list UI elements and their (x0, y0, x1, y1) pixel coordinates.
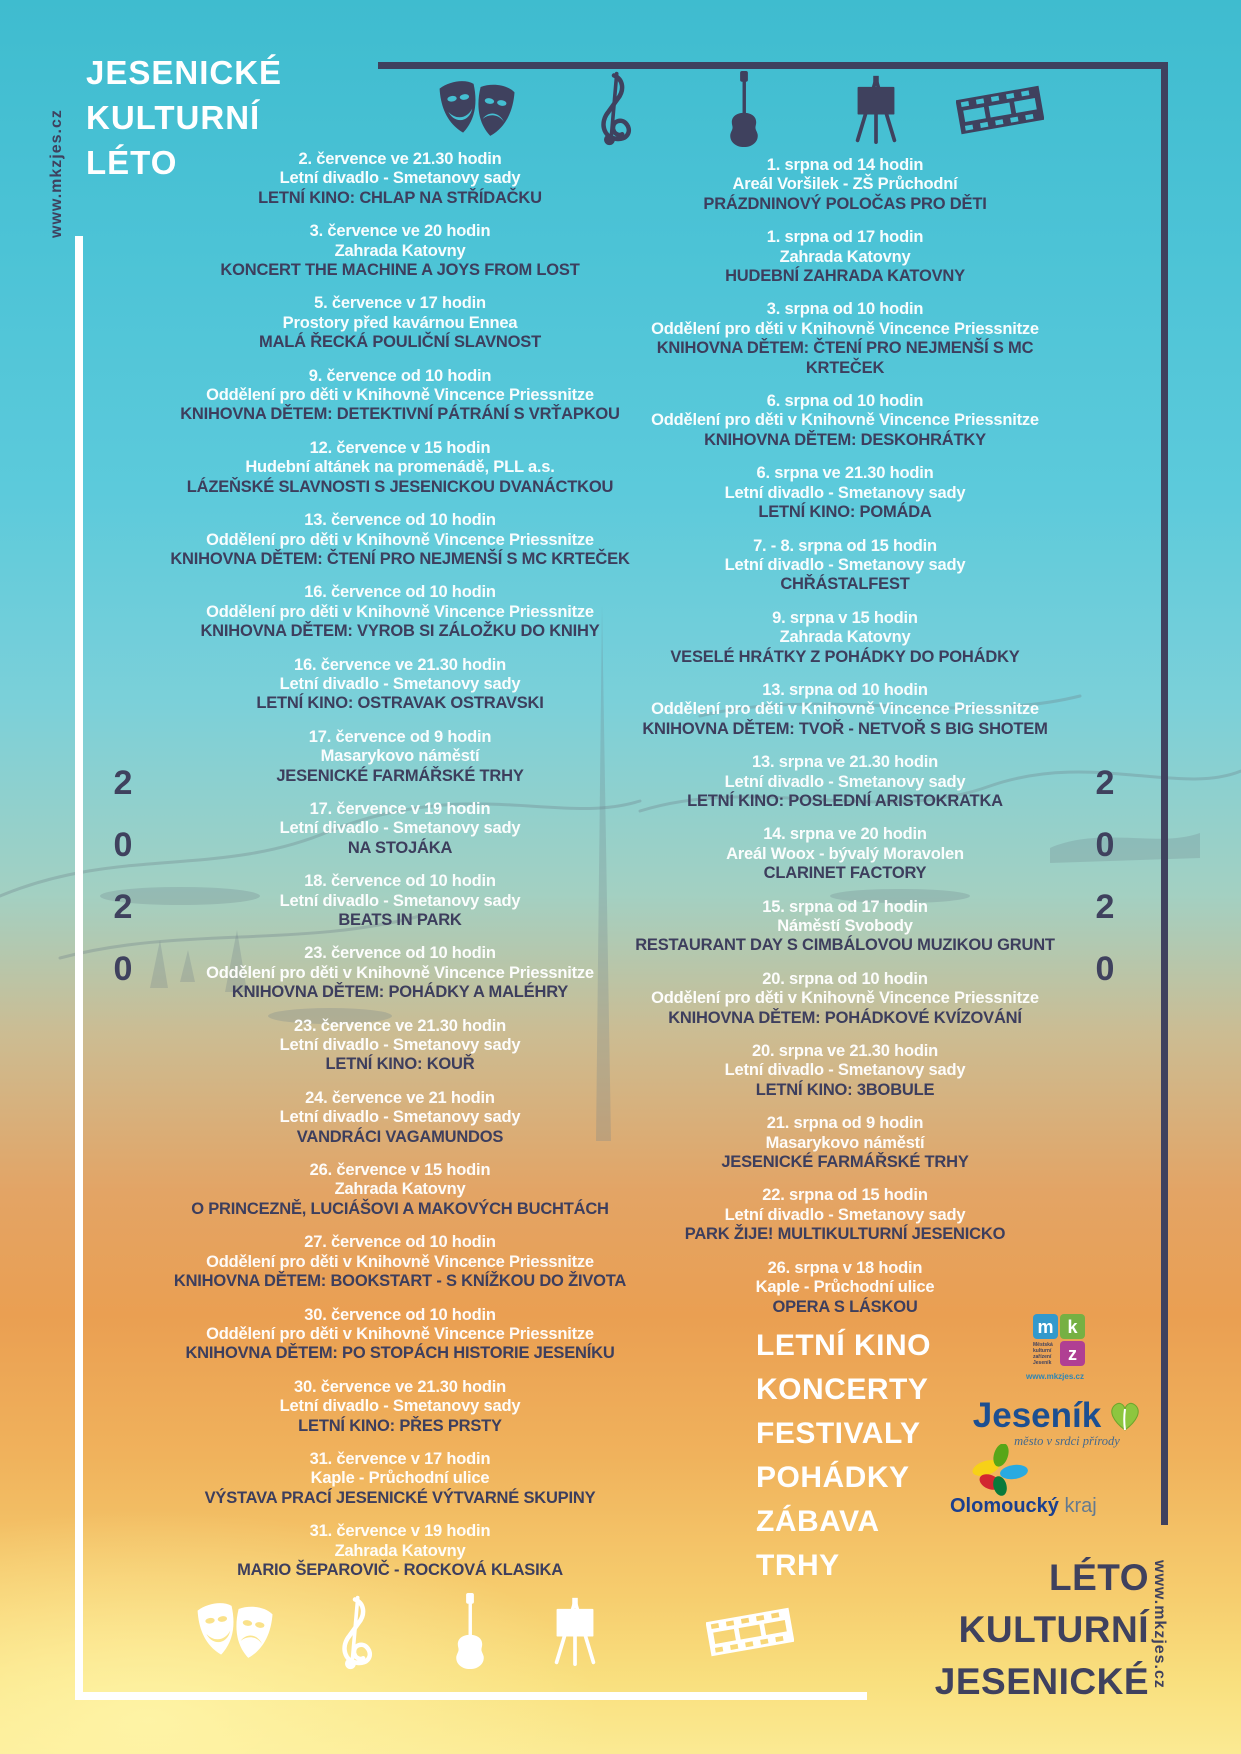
event-item (635, 898, 1055, 956)
event-item (635, 156, 1055, 214)
event-date: 23. července od 10 hodin (304, 944, 496, 963)
event-item (160, 1233, 640, 1291)
year-digit: 0 (113, 950, 133, 988)
theater-masks-icon (438, 78, 516, 144)
footer-title-line-2: KULTURNÍ (958, 1609, 1149, 1650)
easel-icon (547, 1596, 603, 1666)
mkz-letter-z: z (1060, 1341, 1085, 1366)
event-venue: Areál Voršilek - ZŠ Průchodní (732, 175, 958, 194)
event-date: 7. - 8. srpna od 15 hodin (753, 536, 937, 555)
event-venue: Letní divadlo - Smetanovy sady (279, 169, 521, 188)
event-venue: Areál Woox - bývalý Moravolen (726, 844, 964, 863)
year-vertical-right (1085, 752, 1125, 1000)
easel-icon (848, 74, 904, 144)
event-venue: Oddělení pro děti v Knihovně Vincence Priessnitze (651, 319, 1039, 338)
event-date: 20. srpna od 10 hodin (762, 969, 928, 988)
event-date: 6. srpna ve 21.30 hodin (756, 464, 934, 483)
event-title: VÝSTAVA PRACÍ JESENICKÉ VÝTVARNÉ SKUPINY (204, 1488, 596, 1507)
event-date: 3. července ve 20 hodin (309, 222, 491, 241)
guitar-icon (452, 1592, 488, 1670)
event-title: KNIHOVNA DĚTEM: DESKOHRÁTKY (704, 430, 986, 449)
event-venue: Masarykovo náměstí (320, 747, 480, 766)
event-title: KNIHOVNA DĚTEM: ČTENÍ PRO NEJMENŠÍ S MC KRTEČEK (656, 339, 1034, 377)
footer-title (935, 1552, 1149, 1708)
event-date: 17. července od 9 hodin (308, 727, 492, 746)
event-title: KNIHOVNA DĚTEM: POHÁDKY A MALÉHRY (231, 983, 569, 1002)
event-item (160, 1378, 640, 1436)
event-title: PRÁZDNINOVÝ POLOČAS PRO DĚTI (703, 194, 987, 213)
event-title: O PRINCEZNĚ, LUCIÁŠOVI A MAKOVÝCH BUCHTÁCH (191, 1199, 609, 1218)
event-date: 6. srpna od 10 hodin (766, 392, 924, 411)
event-date: 16. července ve 21.30 hodin (294, 655, 506, 674)
event-item (160, 583, 640, 641)
event-venue: Oddělení pro děti v Knihovně Vincence Priessnitze (651, 700, 1039, 719)
event-item (635, 681, 1055, 739)
event-date: 3. srpna od 10 hodin (766, 300, 924, 319)
event-item (160, 872, 640, 930)
event-item (635, 228, 1055, 286)
event-venue: Letní divadlo - Smetanovy sady (279, 1108, 521, 1127)
event-title: HUDEBNÍ ZAHRADA KATOVNY (725, 267, 965, 286)
event-venue: Letní divadlo - Smetanovy sady (279, 1036, 521, 1055)
event-title: KNIHOVNA DĚTEM: POHÁDKOVÉ KVÍZOVÁNÍ (668, 1008, 1022, 1027)
event-date: 1. srpna od 17 hodin (766, 228, 924, 247)
category-label: ZÁBAVA (756, 1505, 880, 1538)
event-title: NA STOJÁKA (347, 838, 453, 857)
event-title: LETNÍ KINO: POSLEDNÍ ARISTOKRATKA (687, 791, 1003, 810)
event-venue: Masarykovo náměstí (765, 1133, 925, 1152)
event-venue: Oddělení pro děti v Knihovně Vincence Priessnitze (206, 530, 594, 549)
year-digit: 2 (1095, 764, 1115, 802)
event-item (635, 753, 1055, 811)
jesenik-logo-tagline: město v srdci přírody (1014, 1434, 1120, 1448)
event-title: OPERA S LÁSKOU (772, 1297, 918, 1316)
event-title: KNIHOVNA DĚTEM: DETEKTIVNÍ PÁTRÁNÍ S VRŤAPKOU (180, 405, 620, 424)
event-title: KONCERT THE MACHINE A JOYS FROM LOST (220, 261, 580, 280)
guitar-icon (726, 70, 762, 148)
event-item (160, 1161, 640, 1219)
footer-title-line-3: JESENICKÉ (934, 1661, 1149, 1702)
event-venue: Kaple - Průchodní ulice (755, 1278, 935, 1297)
event-date: 30. července od 10 hodin (304, 1305, 496, 1324)
event-item (635, 464, 1055, 522)
event-venue: Oddělení pro děti v Knihovně Vincence Priessnitze (206, 602, 594, 621)
title-line-1: JESENICKÉ (86, 54, 283, 91)
event-date: 31. července v 17 hodin (309, 1449, 491, 1468)
event-venue: Zahrada Katovny (334, 1180, 466, 1199)
event-item (160, 150, 640, 208)
events-column-july (160, 150, 640, 1594)
event-venue: Zahrada Katovny (779, 247, 911, 266)
event-item (160, 294, 640, 352)
category-list (756, 1324, 931, 1588)
event-title: KNIHOVNA DĚTEM: PO STOPÁCH HISTORIE JESENÍKU (185, 1344, 615, 1363)
title-line-3: LÉTO (86, 144, 178, 181)
event-title: LETNÍ KINO: KOUŘ (325, 1055, 475, 1074)
event-date: 1. srpna od 14 hodin (766, 156, 924, 174)
event-title: VANDRÁCI VAGAMUNDOS (296, 1127, 504, 1146)
event-date: 26. srpna v 18 hodin (767, 1258, 923, 1277)
event-item (635, 1186, 1055, 1244)
olomoucky-kraj-name: Olomoucký kraj (950, 1495, 1097, 1517)
event-date: 23. července ve 21.30 hodin (294, 1016, 506, 1035)
treble-clef-icon (592, 70, 636, 146)
category-label: KONCERTY (756, 1373, 929, 1406)
film-strip-icon (706, 1604, 794, 1660)
event-title: KNIHOVNA DĚTEM: TVOŘ - NETVOŘ S BIG SHOTEM (642, 719, 1048, 738)
event-venue: Oddělení pro děti v Knihovně Vincence Priessnitze (206, 963, 594, 982)
event-item (160, 944, 640, 1002)
event-venue: Letní divadlo - Smetanovy sady (724, 1205, 966, 1224)
event-date: 22. srpna od 15 hodin (762, 1186, 928, 1205)
mkz-letter-m: m (1033, 1314, 1058, 1339)
event-date: 5. července v 17 hodin (314, 294, 486, 313)
category-label: FESTIVALY (756, 1417, 921, 1450)
event-date: 27. července od 10 hodin (304, 1233, 496, 1252)
treble-clef-icon (333, 1594, 377, 1670)
event-title: KNIHOVNA DĚTEM: VYROB SI ZÁLOŽKU DO KNIHY (200, 622, 600, 641)
event-date: 13. srpna ve 21.30 hodin (752, 753, 938, 772)
jesenik-heart-icon (1107, 1399, 1143, 1433)
event-date: 24. července ve 21 hodin (305, 1088, 495, 1107)
event-title: RESTAURANT DAY S CIMBÁLOVOU MUZIKOU GRUNT (635, 936, 1055, 955)
mkz-logo (1018, 1314, 1098, 1381)
event-date: 15. srpna od 17 hodin (762, 897, 928, 916)
year-digit: 2 (1095, 888, 1115, 926)
event-title: LETNÍ KINO: OSTRAVAK OSTRAVSKI (256, 694, 544, 713)
event-venue: Oddělení pro děti v Knihovně Vincence Priessnitze (651, 989, 1039, 1008)
event-venue: Letní divadlo - Smetanovy sady (724, 555, 966, 574)
event-date: 18. července od 10 hodin (304, 872, 496, 891)
event-venue: Zahrada Katovny (334, 1541, 466, 1560)
year-digit: 2 (113, 764, 133, 802)
title-line-2: KULTURNÍ (86, 99, 261, 136)
event-date: 9. srpna v 15 hodin (772, 608, 918, 627)
event-venue: Letní divadlo - Smetanovy sady (724, 1061, 966, 1080)
event-title: LETNÍ KINO: 3BOBULE (755, 1080, 935, 1099)
event-item (635, 609, 1055, 667)
event-item (160, 511, 640, 569)
event-title: JESENICKÉ FARMÁŘSKÉ TRHY (276, 766, 524, 785)
event-title: KNIHOVNA DĚTEM: ČTENÍ PRO NEJMENŠÍ S MC KRTEČEK (170, 549, 630, 568)
event-item (160, 222, 640, 280)
event-title: LETNÍ KINO: POMÁDA (758, 503, 932, 522)
mkz-org-text: Městská kulturní zařízení Jeseník (1033, 1342, 1053, 1366)
event-venue: Zahrada Katovny (779, 628, 911, 647)
event-item (160, 1017, 640, 1075)
event-title: MALÁ ŘECKÁ POULIČNÍ SLAVNOST (259, 333, 541, 352)
event-title: KNIHOVNA DĚTEM: BOOKSTART - S KNÍŽKOU DO ŽIVOTA (173, 1272, 627, 1291)
mkz-letter-k: k (1060, 1314, 1085, 1339)
event-venue: Oddělení pro děti v Knihovně Vincence Priessnitze (206, 1324, 594, 1343)
event-venue: Kaple - Průchodní ulice (310, 1469, 490, 1488)
event-item (160, 439, 640, 497)
event-date: 12. července v 15 hodin (309, 438, 491, 457)
event-date: 2. července ve 21.30 hodin (298, 150, 502, 168)
event-date: 13. července od 10 hodin (304, 511, 496, 530)
event-date: 26. července v 15 hodin (309, 1161, 491, 1180)
jesenik-logo (968, 1396, 1148, 1449)
event-item (160, 656, 640, 714)
frame-line-top (378, 62, 1168, 69)
frame-line-bottom (75, 1692, 867, 1700)
olomoucky-kraj-flower-icon (968, 1444, 1032, 1496)
theater-masks-icon (196, 1600, 274, 1666)
olomoucky-kraj-logo (950, 1444, 1150, 1518)
event-item (635, 1114, 1055, 1172)
event-venue: Oddělení pro děti v Knihovně Vincence Priessnitze (206, 1252, 594, 1271)
event-venue: Letní divadlo - Smetanovy sady (279, 819, 521, 838)
event-venue: Náměstí Svobody (777, 917, 913, 935)
event-title: JESENICKÉ FARMÁŘSKÉ TRHY (721, 1153, 969, 1172)
event-item (635, 825, 1055, 883)
event-venue: Oddělení pro děti v Knihovně Vincence Priessnitze (206, 386, 594, 405)
event-title: CLARINET FACTORY (763, 864, 927, 883)
website-url-vertical-top: www.mkzjes.cz (48, 109, 65, 238)
event-venue: Letní divadlo - Smetanovy sady (724, 772, 966, 791)
event-venue: Zahrada Katovny (334, 241, 466, 260)
event-item (635, 392, 1055, 450)
film-strip-icon (956, 82, 1044, 138)
frame-line-right (1161, 62, 1168, 1525)
website-url-vertical-bottom: www.mkzjes.cz (1151, 1560, 1168, 1689)
category-label: POHÁDKY (756, 1461, 910, 1494)
event-title: LETNÍ KINO: CHLAP NA STŘÍDAČKU (258, 188, 542, 207)
event-venue: Prostory před kavárnou Ennea (282, 313, 518, 332)
category-label: LETNÍ KINO (756, 1329, 931, 1362)
event-venue: Letní divadlo - Smetanovy sady (279, 674, 521, 693)
event-title: LÁZEŇSKÉ SLAVNOSTI S JESENICKOU DVANÁCTKOU (186, 477, 614, 496)
event-date: 20. srpna ve 21.30 hodin (752, 1042, 938, 1061)
event-title: CHŘÁSTALFEST (780, 575, 910, 594)
event-venue: Letní divadlo - Smetanovy sady (279, 1397, 521, 1416)
event-item (635, 1259, 1055, 1317)
event-item (635, 970, 1055, 1028)
jesenik-logo-name: Jeseník (972, 1396, 1102, 1435)
event-item (160, 1522, 640, 1580)
event-item (160, 800, 640, 858)
event-date: 16. července od 10 hodin (304, 583, 496, 602)
event-title: BEATS IN PARK (338, 911, 462, 929)
footer-title-line-1: LÉTO (1049, 1557, 1149, 1598)
event-date: 31. července v 19 hodin (309, 1522, 491, 1541)
event-item (635, 1042, 1055, 1100)
event-date: 21. srpna od 9 hodin (766, 1114, 924, 1133)
event-date: 14. srpna ve 20 hodin (763, 825, 927, 844)
event-venue: Hudební altánek na promenádě, PLL a.s. (245, 458, 555, 477)
year-digit: 0 (1095, 950, 1115, 988)
event-item (635, 537, 1055, 595)
event-item (160, 1306, 640, 1364)
event-item (160, 728, 640, 786)
event-title: MARIO ŠEPAROVIČ - ROCKOVÁ KLASIKA (237, 1560, 563, 1579)
event-item (160, 1089, 640, 1147)
year-digit: 0 (1095, 826, 1115, 864)
mkz-logo-squares (1018, 1314, 1098, 1370)
event-item (160, 1450, 640, 1508)
event-title: VESELÉ HRÁTKY Z POHÁDKY DO POHÁDKY (670, 647, 1020, 666)
event-date: 30. července ve 21.30 hodin (294, 1377, 506, 1396)
category-label: TRHY (756, 1549, 840, 1582)
year-vertical-left (103, 752, 143, 1000)
event-venue: Letní divadlo - Smetanovy sady (279, 891, 521, 910)
event-venue: Letní divadlo - Smetanovy sady (724, 483, 966, 502)
event-date: 17. července v 19 hodin (309, 799, 491, 818)
event-title: LETNÍ KINO: PŘES PRSTY (298, 1416, 502, 1435)
mkz-logo-url: www.mkzjes.cz (1026, 1372, 1084, 1381)
event-title: PARK ŽIJE! MULTIKULTURNÍ JESENICKO (684, 1225, 1006, 1244)
frame-line-left (75, 236, 83, 1700)
year-digit: 0 (113, 826, 133, 864)
event-date: 9. července od 10 hodin (308, 366, 492, 385)
event-date: 13. srpna od 10 hodin (762, 680, 928, 699)
events-column-august (635, 156, 1055, 1331)
event-venue: Oddělení pro děti v Knihovně Vincence Priessnitze (651, 411, 1039, 430)
event-item (635, 300, 1055, 378)
event-item (160, 367, 640, 425)
year-digit: 2 (113, 888, 133, 926)
